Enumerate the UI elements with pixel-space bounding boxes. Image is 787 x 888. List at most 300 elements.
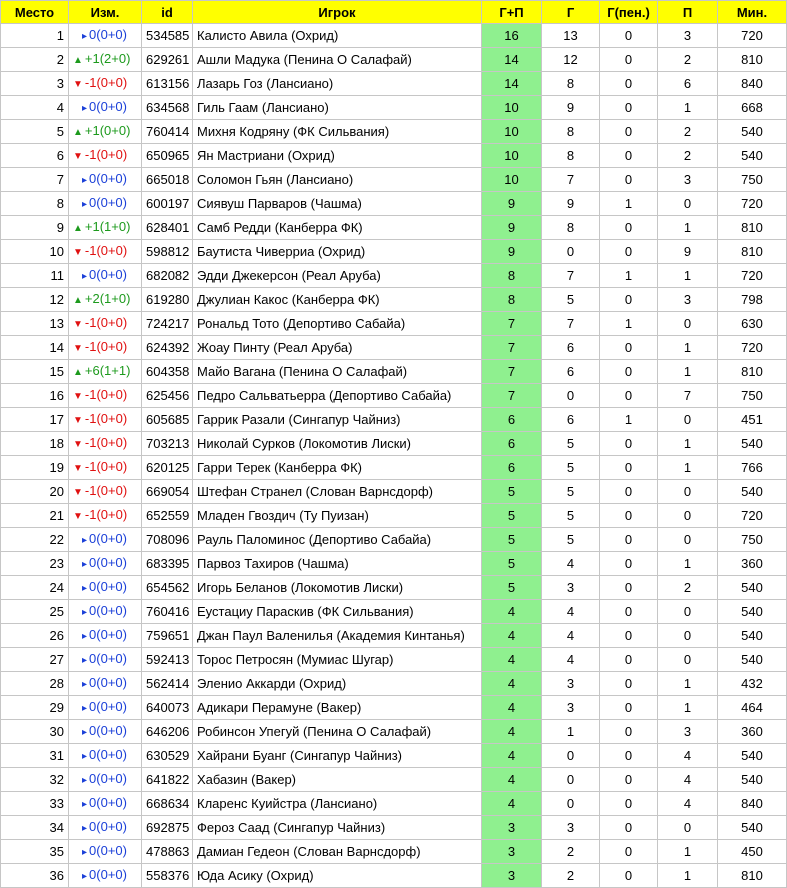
player-cell: Калисто Авила (Охрид) (193, 24, 482, 48)
assists-cell: 1 (658, 336, 718, 360)
minutes-cell: 451 (718, 408, 787, 432)
goals-cell: 4 (542, 552, 600, 576)
arrow-right-icon: ▸ (82, 751, 88, 762)
triangle-down-icon: ▼ (73, 487, 83, 498)
place-cell: 13 (1, 312, 69, 336)
header-assists[interactable]: П (658, 1, 718, 24)
assists-cell: 4 (658, 744, 718, 768)
assists-cell: 3 (658, 168, 718, 192)
place-cell: 18 (1, 432, 69, 456)
header-minutes[interactable]: Мин. (718, 1, 787, 24)
penalty-goals-cell: 0 (600, 288, 658, 312)
assists-cell: 9 (658, 240, 718, 264)
assists-cell: 0 (658, 192, 718, 216)
goals-assists-cell: 9 (482, 240, 542, 264)
arrow-right-icon: ▸ (82, 607, 88, 618)
minutes-cell: 540 (718, 816, 787, 840)
table-row[interactable] (1, 600, 787, 624)
place-cell: 31 (1, 744, 69, 768)
penalty-goals-cell: 0 (600, 168, 658, 192)
change-value: -1(0+0) (84, 315, 128, 330)
arrow-right-icon: ▸ (82, 727, 88, 738)
place-cell: 10 (1, 240, 69, 264)
place-cell: 7 (1, 168, 69, 192)
goals-cell: 0 (542, 792, 600, 816)
assists-cell: 0 (658, 648, 718, 672)
goals-cell: 7 (542, 264, 600, 288)
assists-cell: 0 (658, 528, 718, 552)
minutes-cell: 720 (718, 264, 787, 288)
change-value: +1(1+0) (84, 219, 131, 234)
id-cell: 668634 (142, 792, 193, 816)
penalty-goals-cell: 0 (600, 864, 658, 888)
goals-cell: 0 (542, 240, 600, 264)
penalty-goals-cell: 0 (600, 216, 658, 240)
table-row[interactable] (1, 696, 787, 720)
penalty-goals-cell: 0 (600, 48, 658, 72)
penalty-goals-cell: 0 (600, 768, 658, 792)
id-cell: 760416 (142, 600, 193, 624)
player-cell: Парвоз Тахиров (Чашма) (193, 552, 482, 576)
minutes-cell: 540 (718, 432, 787, 456)
id-cell: 624392 (142, 336, 193, 360)
goals-cell: 3 (542, 576, 600, 600)
place-cell: 20 (1, 480, 69, 504)
table-row[interactable] (1, 48, 787, 72)
arrow-right-icon: ▸ (82, 775, 88, 786)
assists-cell: 3 (658, 720, 718, 744)
penalty-goals-cell: 0 (600, 552, 658, 576)
player-cell: Лазарь Гоз (Лансиано) (193, 72, 482, 96)
goals-assists-cell: 7 (482, 384, 542, 408)
minutes-cell: 810 (718, 240, 787, 264)
id-cell: 625456 (142, 384, 193, 408)
player-cell: Рауль Паломинос (Депортиво Сабайа) (193, 528, 482, 552)
change-cell (69, 96, 142, 120)
change-cell (69, 480, 142, 504)
id-cell: 534585 (142, 24, 193, 48)
triangle-down-icon: ▼ (73, 391, 83, 402)
minutes-cell: 540 (718, 480, 787, 504)
goals-cell: 8 (542, 216, 600, 240)
place-cell: 21 (1, 504, 69, 528)
id-cell: 592413 (142, 648, 193, 672)
table-row[interactable] (1, 744, 787, 768)
id-cell: 629261 (142, 48, 193, 72)
change-cell (69, 528, 142, 552)
assists-cell: 1 (658, 552, 718, 576)
id-cell: 692875 (142, 816, 193, 840)
player-cell: Джулиан Какос (Канберра ФК) (193, 288, 482, 312)
id-cell: 654562 (142, 576, 193, 600)
change-cell (69, 792, 142, 816)
table-row[interactable] (1, 96, 787, 120)
penalty-goals-cell: 0 (600, 816, 658, 840)
triangle-down-icon: ▼ (73, 343, 83, 354)
change-value: 0(0+0) (89, 603, 127, 618)
place-cell: 5 (1, 120, 69, 144)
place-cell: 35 (1, 840, 69, 864)
change-cell (69, 624, 142, 648)
table-row[interactable] (1, 120, 787, 144)
id-cell: 620125 (142, 456, 193, 480)
table-row[interactable] (1, 240, 787, 264)
arrow-right-icon: ▸ (82, 31, 88, 42)
place-cell: 34 (1, 816, 69, 840)
minutes-cell: 432 (718, 672, 787, 696)
change-cell (69, 600, 142, 624)
table-row[interactable] (1, 168, 787, 192)
change-cell (69, 216, 142, 240)
table-row[interactable] (1, 192, 787, 216)
id-cell: 640073 (142, 696, 193, 720)
player-cell: Дамиан Гедеон (Слован Варнсдорф) (193, 840, 482, 864)
assists-cell: 0 (658, 816, 718, 840)
goals-assists-cell: 8 (482, 288, 542, 312)
player-cell: Хабазин (Вакер) (193, 768, 482, 792)
player-cell: Младен Гвоздич (Ту Пуизан) (193, 504, 482, 528)
table-row[interactable] (1, 840, 787, 864)
penalty-goals-cell: 0 (600, 504, 658, 528)
minutes-cell: 810 (718, 360, 787, 384)
goals-cell: 0 (542, 768, 600, 792)
table-row[interactable] (1, 816, 787, 840)
header-penalty-goals[interactable]: Г(пен.) (600, 1, 658, 24)
place-cell: 4 (1, 96, 69, 120)
header-goals-assists[interactable]: Г+П (482, 1, 542, 24)
place-cell: 27 (1, 648, 69, 672)
change-value: 0(0+0) (89, 843, 127, 858)
change-cell (69, 576, 142, 600)
table-row[interactable] (1, 576, 787, 600)
table-row[interactable] (1, 624, 787, 648)
player-cell: Адикари Перамуне (Вакер) (193, 696, 482, 720)
penalty-goals-cell: 0 (600, 840, 658, 864)
goals-cell: 8 (542, 72, 600, 96)
table-row[interactable] (1, 216, 787, 240)
change-value: +1(2+0) (84, 51, 131, 66)
minutes-cell: 840 (718, 792, 787, 816)
table-row[interactable] (1, 384, 787, 408)
arrow-right-icon: ▸ (82, 679, 88, 690)
goals-assists-cell: 5 (482, 552, 542, 576)
table-row[interactable] (1, 504, 787, 528)
minutes-cell: 450 (718, 840, 787, 864)
assists-cell: 0 (658, 600, 718, 624)
change-cell (69, 696, 142, 720)
assists-cell: 4 (658, 768, 718, 792)
assists-cell: 0 (658, 312, 718, 336)
table-row[interactable] (1, 144, 787, 168)
place-cell: 6 (1, 144, 69, 168)
change-value: -1(0+0) (84, 339, 128, 354)
player-cell: Штефан Странел (Слован Варнсдорф) (193, 480, 482, 504)
player-cell: Сиявуш Парваров (Чашма) (193, 192, 482, 216)
change-value: -1(0+0) (84, 411, 128, 426)
change-value: 0(0+0) (89, 555, 127, 570)
assists-cell: 1 (658, 456, 718, 480)
change-cell (69, 360, 142, 384)
goals-cell: 9 (542, 96, 600, 120)
place-cell: 15 (1, 360, 69, 384)
goals-assists-cell: 6 (482, 432, 542, 456)
arrow-right-icon: ▸ (82, 535, 88, 546)
id-cell: 682082 (142, 264, 193, 288)
goals-assists-cell: 4 (482, 744, 542, 768)
penalty-goals-cell: 0 (600, 360, 658, 384)
change-cell (69, 744, 142, 768)
goals-cell: 6 (542, 360, 600, 384)
assists-cell: 0 (658, 504, 718, 528)
penalty-goals-cell: 1 (600, 408, 658, 432)
goals-assists-cell: 5 (482, 480, 542, 504)
change-cell (69, 312, 142, 336)
assists-cell: 1 (658, 216, 718, 240)
header-player[interactable]: Игрок (193, 1, 482, 24)
player-cell: Игорь Беланов (Локомотив Лиски) (193, 576, 482, 600)
goals-assists-cell: 14 (482, 48, 542, 72)
goals-assists-cell: 4 (482, 648, 542, 672)
change-cell (69, 816, 142, 840)
minutes-cell: 840 (718, 72, 787, 96)
table-body (1, 24, 787, 888)
id-cell: 478863 (142, 840, 193, 864)
change-value: 0(0+0) (89, 651, 127, 666)
triangle-up-icon: ▲ (73, 127, 83, 138)
id-cell: 646206 (142, 720, 193, 744)
penalty-goals-cell: 0 (600, 744, 658, 768)
assists-cell: 2 (658, 48, 718, 72)
table-row[interactable] (1, 768, 787, 792)
goals-cell: 5 (542, 480, 600, 504)
id-cell: 600197 (142, 192, 193, 216)
arrow-right-icon: ▸ (82, 799, 88, 810)
change-cell (69, 288, 142, 312)
id-cell: 558376 (142, 864, 193, 888)
penalty-goals-cell: 0 (600, 96, 658, 120)
change-cell (69, 552, 142, 576)
goals-assists-cell: 10 (482, 144, 542, 168)
arrow-right-icon: ▸ (82, 175, 88, 186)
place-cell: 36 (1, 864, 69, 888)
change-cell (69, 192, 142, 216)
id-cell: 604358 (142, 360, 193, 384)
header-change[interactable]: Изм. (69, 1, 142, 24)
change-value: 0(0+0) (89, 195, 127, 210)
assists-cell: 1 (658, 96, 718, 120)
change-cell (69, 264, 142, 288)
player-cell: Гиль Гаам (Лансиано) (193, 96, 482, 120)
change-cell (69, 672, 142, 696)
assists-cell: 1 (658, 360, 718, 384)
header-goals[interactable]: Г (542, 1, 600, 24)
table-row[interactable] (1, 72, 787, 96)
goals-cell: 5 (542, 288, 600, 312)
player-cell: Эленио Аккарди (Охрид) (193, 672, 482, 696)
goals-cell: 8 (542, 144, 600, 168)
penalty-goals-cell: 0 (600, 576, 658, 600)
table-row[interactable] (1, 432, 787, 456)
arrow-right-icon: ▸ (82, 583, 88, 594)
place-cell: 25 (1, 600, 69, 624)
penalty-goals-cell: 0 (600, 480, 658, 504)
goals-assists-cell: 4 (482, 768, 542, 792)
table-row[interactable] (1, 552, 787, 576)
change-value: +1(0+0) (84, 123, 131, 138)
id-cell: 683395 (142, 552, 193, 576)
goals-cell: 3 (542, 696, 600, 720)
table-row[interactable] (1, 792, 787, 816)
triangle-down-icon: ▼ (73, 463, 83, 474)
table-row[interactable] (1, 480, 787, 504)
triangle-up-icon: ▲ (73, 55, 83, 66)
goals-cell: 13 (542, 24, 600, 48)
place-cell: 28 (1, 672, 69, 696)
goals-cell: 1 (542, 720, 600, 744)
penalty-goals-cell: 0 (600, 120, 658, 144)
change-cell (69, 48, 142, 72)
change-value: 0(0+0) (89, 771, 127, 786)
change-value: 0(0+0) (89, 723, 127, 738)
player-cell: Баутиста Чиверриа (Охрид) (193, 240, 482, 264)
goals-assists-cell: 16 (482, 24, 542, 48)
table-row[interactable] (1, 864, 787, 888)
change-cell (69, 120, 142, 144)
place-cell: 22 (1, 528, 69, 552)
assists-cell: 3 (658, 24, 718, 48)
penalty-goals-cell: 0 (600, 336, 658, 360)
minutes-cell: 540 (718, 648, 787, 672)
goals-assists-cell: 3 (482, 816, 542, 840)
table-row[interactable] (1, 408, 787, 432)
goals-assists-cell: 6 (482, 408, 542, 432)
table-row[interactable] (1, 672, 787, 696)
id-cell: 708096 (142, 528, 193, 552)
player-cell: Юда Асику (Охрид) (193, 864, 482, 888)
change-value: -1(0+0) (84, 483, 128, 498)
assists-cell: 0 (658, 480, 718, 504)
table-row[interactable] (1, 720, 787, 744)
table-row[interactable] (1, 648, 787, 672)
goals-assists-cell: 14 (482, 72, 542, 96)
assists-cell: 6 (658, 72, 718, 96)
id-cell: 619280 (142, 288, 193, 312)
assists-cell: 1 (658, 840, 718, 864)
table-row[interactable] (1, 360, 787, 384)
change-value: 0(0+0) (89, 579, 127, 594)
change-value: 0(0+0) (89, 267, 127, 282)
minutes-cell: 540 (718, 120, 787, 144)
header-place[interactable]: Место (1, 1, 69, 24)
arrow-right-icon: ▸ (82, 655, 88, 666)
triangle-down-icon: ▼ (73, 79, 83, 90)
id-cell: 641822 (142, 768, 193, 792)
penalty-goals-cell: 0 (600, 792, 658, 816)
change-value: -1(0+0) (84, 147, 128, 162)
place-cell: 32 (1, 768, 69, 792)
penalty-goals-cell: 0 (600, 456, 658, 480)
change-value: 0(0+0) (89, 795, 127, 810)
minutes-cell: 668 (718, 96, 787, 120)
goals-cell: 3 (542, 816, 600, 840)
change-value: 0(0+0) (89, 699, 127, 714)
player-cell: Михня Кодряну (ФК Сильвания) (193, 120, 482, 144)
minutes-cell: 360 (718, 720, 787, 744)
place-cell: 19 (1, 456, 69, 480)
minutes-cell: 810 (718, 216, 787, 240)
player-cell: Хайрани Буанг (Сингапур Чайниз) (193, 744, 482, 768)
player-cell: Ян Мастриани (Охрид) (193, 144, 482, 168)
player-cell: Жоау Пинту (Реал Аруба) (193, 336, 482, 360)
goals-cell: 4 (542, 648, 600, 672)
minutes-cell: 750 (718, 168, 787, 192)
place-cell: 8 (1, 192, 69, 216)
assists-cell: 1 (658, 864, 718, 888)
place-cell: 2 (1, 48, 69, 72)
change-cell (69, 768, 142, 792)
place-cell: 24 (1, 576, 69, 600)
minutes-cell: 630 (718, 312, 787, 336)
goals-cell: 0 (542, 384, 600, 408)
penalty-goals-cell: 0 (600, 72, 658, 96)
table-row[interactable] (1, 288, 787, 312)
minutes-cell: 798 (718, 288, 787, 312)
arrow-right-icon: ▸ (82, 703, 88, 714)
table-row[interactable] (1, 24, 787, 48)
id-cell: 630529 (142, 744, 193, 768)
goals-cell: 6 (542, 336, 600, 360)
minutes-cell: 360 (718, 552, 787, 576)
goals-cell: 8 (542, 120, 600, 144)
table-row[interactable] (1, 528, 787, 552)
table-row[interactable] (1, 264, 787, 288)
header-id[interactable]: id (142, 1, 193, 24)
penalty-goals-cell: 0 (600, 528, 658, 552)
change-value: 0(0+0) (89, 27, 127, 42)
goals-cell: 4 (542, 600, 600, 624)
player-cell: Робинсон Упегуй (Пенина О Салафай) (193, 720, 482, 744)
penalty-goals-cell: 0 (600, 648, 658, 672)
triangle-down-icon: ▼ (73, 247, 83, 258)
change-cell (69, 144, 142, 168)
table-row[interactable] (1, 456, 787, 480)
id-cell: 703213 (142, 432, 193, 456)
change-cell (69, 432, 142, 456)
goals-assists-cell: 5 (482, 528, 542, 552)
id-cell: 760414 (142, 120, 193, 144)
change-cell (69, 864, 142, 888)
table-row[interactable] (1, 312, 787, 336)
minutes-cell: 750 (718, 384, 787, 408)
player-cell: Фероз Саад (Сингапур Чайниз) (193, 816, 482, 840)
goals-cell: 5 (542, 432, 600, 456)
penalty-goals-cell: 1 (600, 312, 658, 336)
id-cell: 759651 (142, 624, 193, 648)
id-cell: 562414 (142, 672, 193, 696)
minutes-cell: 750 (718, 528, 787, 552)
change-cell (69, 24, 142, 48)
minutes-cell: 720 (718, 504, 787, 528)
id-cell: 598812 (142, 240, 193, 264)
change-value: 0(0+0) (89, 99, 127, 114)
minutes-cell: 540 (718, 768, 787, 792)
change-value: +2(1+0) (84, 291, 131, 306)
player-cell: Гаррик Разали (Сингапур Чайниз) (193, 408, 482, 432)
id-cell: 724217 (142, 312, 193, 336)
table-row[interactable] (1, 336, 787, 360)
assists-cell: 2 (658, 144, 718, 168)
triangle-up-icon: ▲ (73, 223, 83, 234)
